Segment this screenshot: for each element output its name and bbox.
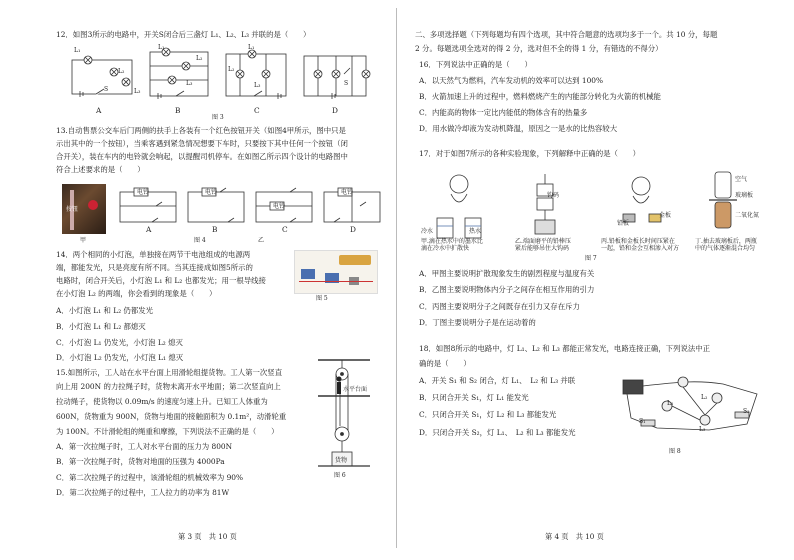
q12-a-l2: L₂ <box>118 68 125 75</box>
q12-a-l1: L₁ <box>74 47 81 54</box>
q18-l3-label: L₃ <box>699 426 706 433</box>
q14-line-2: 端，都能发光，只是亮度有所不同。当其连接成如图5所示的 <box>56 263 253 272</box>
q14-option-d: D．小灯泡 L₂ 仍发光，小灯泡 L₁ 熄灭 <box>56 353 184 362</box>
q17-caption-bing-1: 丙.铅板和金板长时间压紧在 <box>601 238 675 245</box>
q13-label-d: D <box>350 225 356 234</box>
q17-caption-yi-1: 乙.端面磨平的铅棒压 <box>515 238 571 245</box>
q12-b-l2: L₂ <box>196 55 203 62</box>
q17-option-a: A．甲图主要说明扩散现象发生的剧烈程度与温度有关 <box>419 269 595 278</box>
q14-fig: 图 5 <box>316 295 328 302</box>
q12-d-s: S <box>344 80 349 87</box>
q17-no2-label: 二氧化氮 <box>735 212 760 219</box>
q17-caption-bing-2: 一起，铅和金会互相渗入对方 <box>601 245 680 252</box>
q13-label-a: A <box>146 225 152 234</box>
q18-option-d: D．只闭合开关 S₂，灯 L₁、 L₂ 和 L₃ 都能发光 <box>419 428 576 437</box>
right-page <box>397 0 794 560</box>
q18-s1-label: S₁ <box>639 418 646 425</box>
q17-hot-label: 热水 <box>469 228 482 235</box>
q13-bell-b: 电铃 <box>205 189 218 196</box>
q17-stem: 17．对于如图7所示的各种实验现象，下列解释中正确的是（ ） <box>419 149 641 158</box>
q12-label-b: B <box>175 106 181 115</box>
q15-line-5: 为 100N。不计滑轮组的绳重和摩擦，下列说法不正确的是（ ） <box>56 427 279 436</box>
q17-glass-label: 玻璃板 <box>735 192 754 199</box>
q12-c-l1: L₁ <box>248 44 255 51</box>
q18-option-c: C．只闭合开关 S₁，灯 L₂ 和 L₃ 都能发光 <box>419 410 557 419</box>
q17-hook-label: 钩码 <box>547 192 560 199</box>
q14-circuit-photo <box>294 250 378 294</box>
q14-option-a: A．小灯泡 L₁ 和 L₂ 仍都发光 <box>56 306 153 315</box>
q12-b-l1: L₁ <box>158 44 165 51</box>
q12-a-l3: L₃ <box>134 88 141 95</box>
q16-stem: 16．下列说法中正确的是（ ） <box>419 60 532 69</box>
q13-button-label: 按钮 <box>66 206 79 213</box>
q15-goods-label: 货物 <box>335 457 348 464</box>
q17-caption-ding-2: 中的气体逐渐混合均匀 <box>695 245 756 252</box>
q17-gold-label: 金板 <box>659 212 672 219</box>
q17-option-c: C．丙图主要说明分子之间既存在引力又存在斥力 <box>419 302 580 311</box>
q17-caption-jia-2: 滴在冷水中扩散快 <box>421 245 470 252</box>
left-page-footer: 第 3 页 共 10 页 <box>178 532 237 541</box>
q16-option-c: C．内能高的物体一定比内能低的物体含有的热量多 <box>419 108 588 117</box>
q14-option-c: C．小灯泡 L₁ 仍发光，小灯泡 L₂ 熄灭 <box>56 338 183 347</box>
q16-option-a: A．以天然气为燃料，汽车发动机的效率可以达到 100% <box>419 76 604 85</box>
q15-fig: 图 6 <box>334 472 346 479</box>
q17-caption-yi-2: 紧后能够吊住大钩码 <box>515 245 570 252</box>
q17-lead-label: 铅板 <box>617 220 630 227</box>
q13-line-1: 13.自动售票公交车后门两侧的扶手上各装有一个红色按钮开关（如图4甲所示，图中只是 <box>56 126 346 135</box>
q15-option-a: A．第一次拉绳子时，工人对水平台面的压力为 800N <box>56 442 233 451</box>
q13-line-4: 符合上述要求的是（ ） <box>56 165 145 174</box>
q14-line-1: 14．两个相同的小灯泡，单独接在两节干电池组成的电源两 <box>56 250 251 259</box>
q15-line-2: 向上用 200N 的力拉绳子时，货物未离开水平地面；第二次竖直向上 <box>56 382 281 391</box>
q15-line-4: 600N，货物重为 900N，货物与地面的接触面积为 0.1m²，动滑轮重 <box>56 412 287 421</box>
q12-label-c: C <box>254 106 260 115</box>
q12-c-l3: L₃ <box>254 82 261 89</box>
q18-option-a: A．开关 S₁ 和 S₂ 闭合，灯 L₁、 L₂ 和 L₃ 并联 <box>419 376 576 385</box>
q17-option-b: B．乙图主要说明物体内分子之间存在相互作用的引力 <box>419 285 595 294</box>
q17-air-label: 空气 <box>735 176 748 183</box>
q18-line-2: 确的是（ ） <box>419 359 471 368</box>
q13-bell-a: 电铃 <box>137 189 150 196</box>
q15-platform-label: 水平台面 <box>343 386 368 393</box>
q12-c-l2: L₂ <box>228 66 235 73</box>
q13-yi: 乙 <box>258 237 265 244</box>
q18-l2-label: L₂ <box>701 394 708 401</box>
q13-bell-d: 电铃 <box>341 189 354 196</box>
q18-fig: 图 8 <box>669 448 681 455</box>
q17-fig: 图 7 <box>585 255 597 262</box>
q15-line-3: 拉动绳子，使货物以 0.09m/s 的速度匀速上升。已知工人体重为 <box>56 397 268 406</box>
q12-fig: 图 3 <box>212 114 224 121</box>
q15-pulley-figure <box>314 356 374 486</box>
q13-bell-c: 电铃 <box>273 203 286 210</box>
q12-a-s: S <box>104 86 109 93</box>
q15-option-d: D．第二次拉绳子的过程中，工人拉力的功率为 81W <box>56 488 230 497</box>
q14-line-4: 在小灯泡 L₂ 的两端，你会看到的现象是（ ） <box>56 289 217 298</box>
q17-caption-ding-1: 丁.抽去玻璃板后，两瓶 <box>695 238 757 245</box>
q13-jia: 甲 <box>80 237 87 244</box>
q12-circuit-figure <box>66 44 376 106</box>
q17-caption-jia-1: 甲.滴在热水中的墨水比 <box>421 238 483 245</box>
q15-line-1: 15.如图所示，工人站在水平台面上用滑轮组提货物。工人第一次竖直 <box>56 368 283 377</box>
q15-option-b: B．第一次拉绳子时，货物对地面的压强为 4000Pa <box>56 457 225 466</box>
section-heading-line-1: 二、多项选择题（下列每题均有四个选项，其中符合题意的选项均多于一个。共 10 分，每题 <box>415 30 718 39</box>
q13-fig: 图 4 <box>194 237 206 244</box>
q18-s2-label: S₂ <box>743 408 750 415</box>
q13-line-3: 合开关），装在车内的电铃就会响起，以提醒司机停车。在如图乙所示四个设计的电路图中 <box>56 152 348 161</box>
q13-label-b: B <box>212 225 218 234</box>
q13-line-2: 示出其中的一个按钮），当乘客遇到紧急情况想要下车时，只要按下其中任何一个按钮（闭 <box>56 139 348 148</box>
q12-b-l3: L₃ <box>186 80 193 87</box>
q12-label-d: D <box>332 106 338 115</box>
q16-option-b: B．火箭加速上升的过程中，燃料燃烧产生的内能部分转化为火箭的机械能 <box>419 92 661 101</box>
q18-l1-label: L₁ <box>667 400 674 407</box>
q15-option-c: C．第二次拉绳子的过程中，该滑轮组的机械效率为 90% <box>56 473 244 482</box>
q12-label-a: A <box>96 106 102 115</box>
q13-label-c: C <box>282 225 288 234</box>
q17-cold-label: 冷水 <box>421 228 434 235</box>
right-page-footer: 第 4 页 共 10 页 <box>545 532 604 541</box>
q14-line-3: 电路时，闭合开关后，小灯泡 L₁ 和 L₂ 也都发光；用一根导线接 <box>56 276 266 285</box>
q17-option-d: D．丁图主要说明分子是在运动着的 <box>419 318 536 327</box>
q14-option-b: B．小灯泡 L₁ 和 L₂ 都熄灭 <box>56 322 146 331</box>
q16-option-d: D．用水做冷却液为发动机降温，原因之一是水的比热容较大 <box>419 124 618 133</box>
q18-line-1: 18．如图8所示的电路中，灯 L₁、L₂ 和 L₃ 都能正常发光，电路连接正确，下列说法中正 <box>419 344 711 353</box>
section-heading-line-2: 2 分。每题选项全选对的得 2 分，选对但不全的得 1 分，有错选的不得分） <box>415 44 663 53</box>
q12-stem: 12．如图3所示的电路中，开关S闭合后三盏灯 L₁、L₂、L₃ 并联的是（ ） <box>56 30 311 39</box>
q18-option-b: B．只闭合开关 S₁，灯 L₁ 能发光 <box>419 393 529 402</box>
